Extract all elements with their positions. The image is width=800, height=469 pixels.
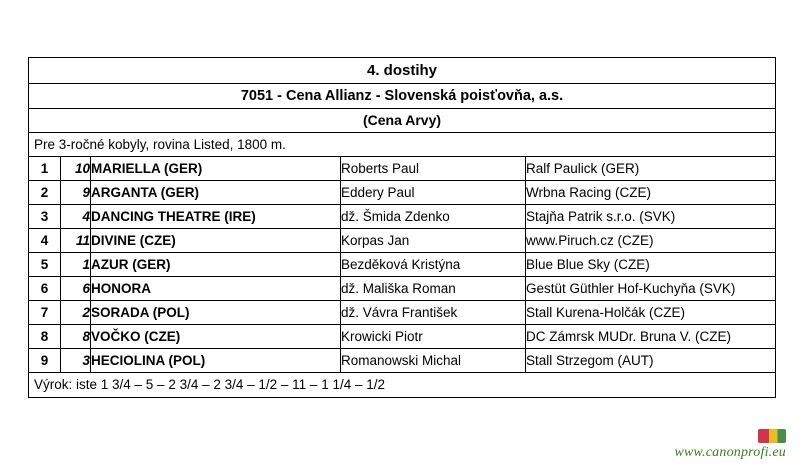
race-subtitle2: (Cena Arvy)	[29, 109, 776, 133]
horse-name: HONORA	[91, 277, 341, 301]
owner-name: Blue Blue Sky (CZE)	[526, 253, 776, 277]
table-row	[29, 181, 776, 205]
finish-position: 4	[29, 229, 61, 253]
jockey-name: Romanowski Michal	[341, 349, 526, 373]
horse-name: ARGANTA (GER)	[91, 181, 341, 205]
owner-name: www.Piruch.cz (CZE)	[526, 229, 776, 253]
race-subtitle: 7051 - Cena Allianz - Slovenská poisťovňa, a.s.	[29, 84, 776, 109]
saddle-number: 11	[61, 229, 91, 253]
race-title-row	[29, 58, 776, 84]
owner-name: Wrbna Racing (CZE)	[526, 181, 776, 205]
horse-name: DIVINE (CZE)	[91, 229, 341, 253]
race-result-table	[28, 57, 776, 398]
table-row	[29, 229, 776, 253]
owner-name: DC Zámrsk MUDr. Bruna V. (CZE)	[526, 325, 776, 349]
jockey-name: Korpas Jan	[341, 229, 526, 253]
finish-position: 1	[29, 157, 61, 181]
saddle-number: 6	[61, 277, 91, 301]
owner-name: Stall Strzegom (AUT)	[526, 349, 776, 373]
canonprofi-logo-icon	[758, 429, 786, 443]
jockey-name: Eddery Paul	[341, 181, 526, 205]
finish-position: 3	[29, 205, 61, 229]
jockey-name: Bezděková Kristýna	[341, 253, 526, 277]
owner-name: Gestüt Güthler Hof-Kuchyňa (SVK)	[526, 277, 776, 301]
finish-position: 5	[29, 253, 61, 277]
horse-name: VOČKO (CZE)	[91, 325, 341, 349]
saddle-number: 9	[61, 181, 91, 205]
saddle-number: 8	[61, 325, 91, 349]
horse-name: MARIELLA (GER)	[91, 157, 341, 181]
race-subtitle2-row	[29, 109, 776, 133]
horse-name: DANCING THEATRE (IRE)	[91, 205, 341, 229]
race-conditions: Pre 3-ročné kobyly, rovina Listed, 1800 m.	[29, 133, 776, 157]
verdict-text: Výrok: iste 1 3/4 – 5 – 2 3/4 – 2 3/4 – 1/2 – 11 – 1 1/4 – 1/2	[29, 373, 776, 398]
saddle-number: 3	[61, 349, 91, 373]
race-subtitle-row	[29, 84, 776, 109]
horse-name: SORADA (POL)	[91, 301, 341, 325]
jockey-name: dž. Mališka Roman	[341, 277, 526, 301]
saddle-number: 1	[61, 253, 91, 277]
race-title: 4. dostihy	[29, 58, 776, 84]
table-row	[29, 157, 776, 181]
saddle-number: 10	[61, 157, 91, 181]
table-row	[29, 349, 776, 373]
saddle-number: 2	[61, 301, 91, 325]
table-row	[29, 205, 776, 229]
finish-position: 8	[29, 325, 61, 349]
finish-position: 2	[29, 181, 61, 205]
verdict-row	[29, 373, 776, 398]
jockey-name: dž. Šmida Zdenko	[341, 205, 526, 229]
owner-name: Stall Kurena-Holčák (CZE)	[526, 301, 776, 325]
table-row	[29, 253, 776, 277]
horse-name: HECIOLINA (POL)	[91, 349, 341, 373]
finish-position: 9	[29, 349, 61, 373]
horse-name: AZUR (GER)	[91, 253, 341, 277]
finish-position: 6	[29, 277, 61, 301]
table-row	[29, 301, 776, 325]
table-row	[29, 325, 776, 349]
jockey-name: dž. Vávra František	[341, 301, 526, 325]
jockey-name: Krowicki Piotr	[341, 325, 526, 349]
race-conditions-row	[29, 133, 776, 157]
table-row	[29, 277, 776, 301]
saddle-number: 4	[61, 205, 91, 229]
owner-name: Ralf Paulick (GER)	[526, 157, 776, 181]
finish-position: 7	[29, 301, 61, 325]
watermark-text: www.canonprofi.eu	[674, 445, 786, 460]
jockey-name: Roberts Paul	[341, 157, 526, 181]
owner-name: Stajňa Patrik s.r.o. (SVK)	[526, 205, 776, 229]
